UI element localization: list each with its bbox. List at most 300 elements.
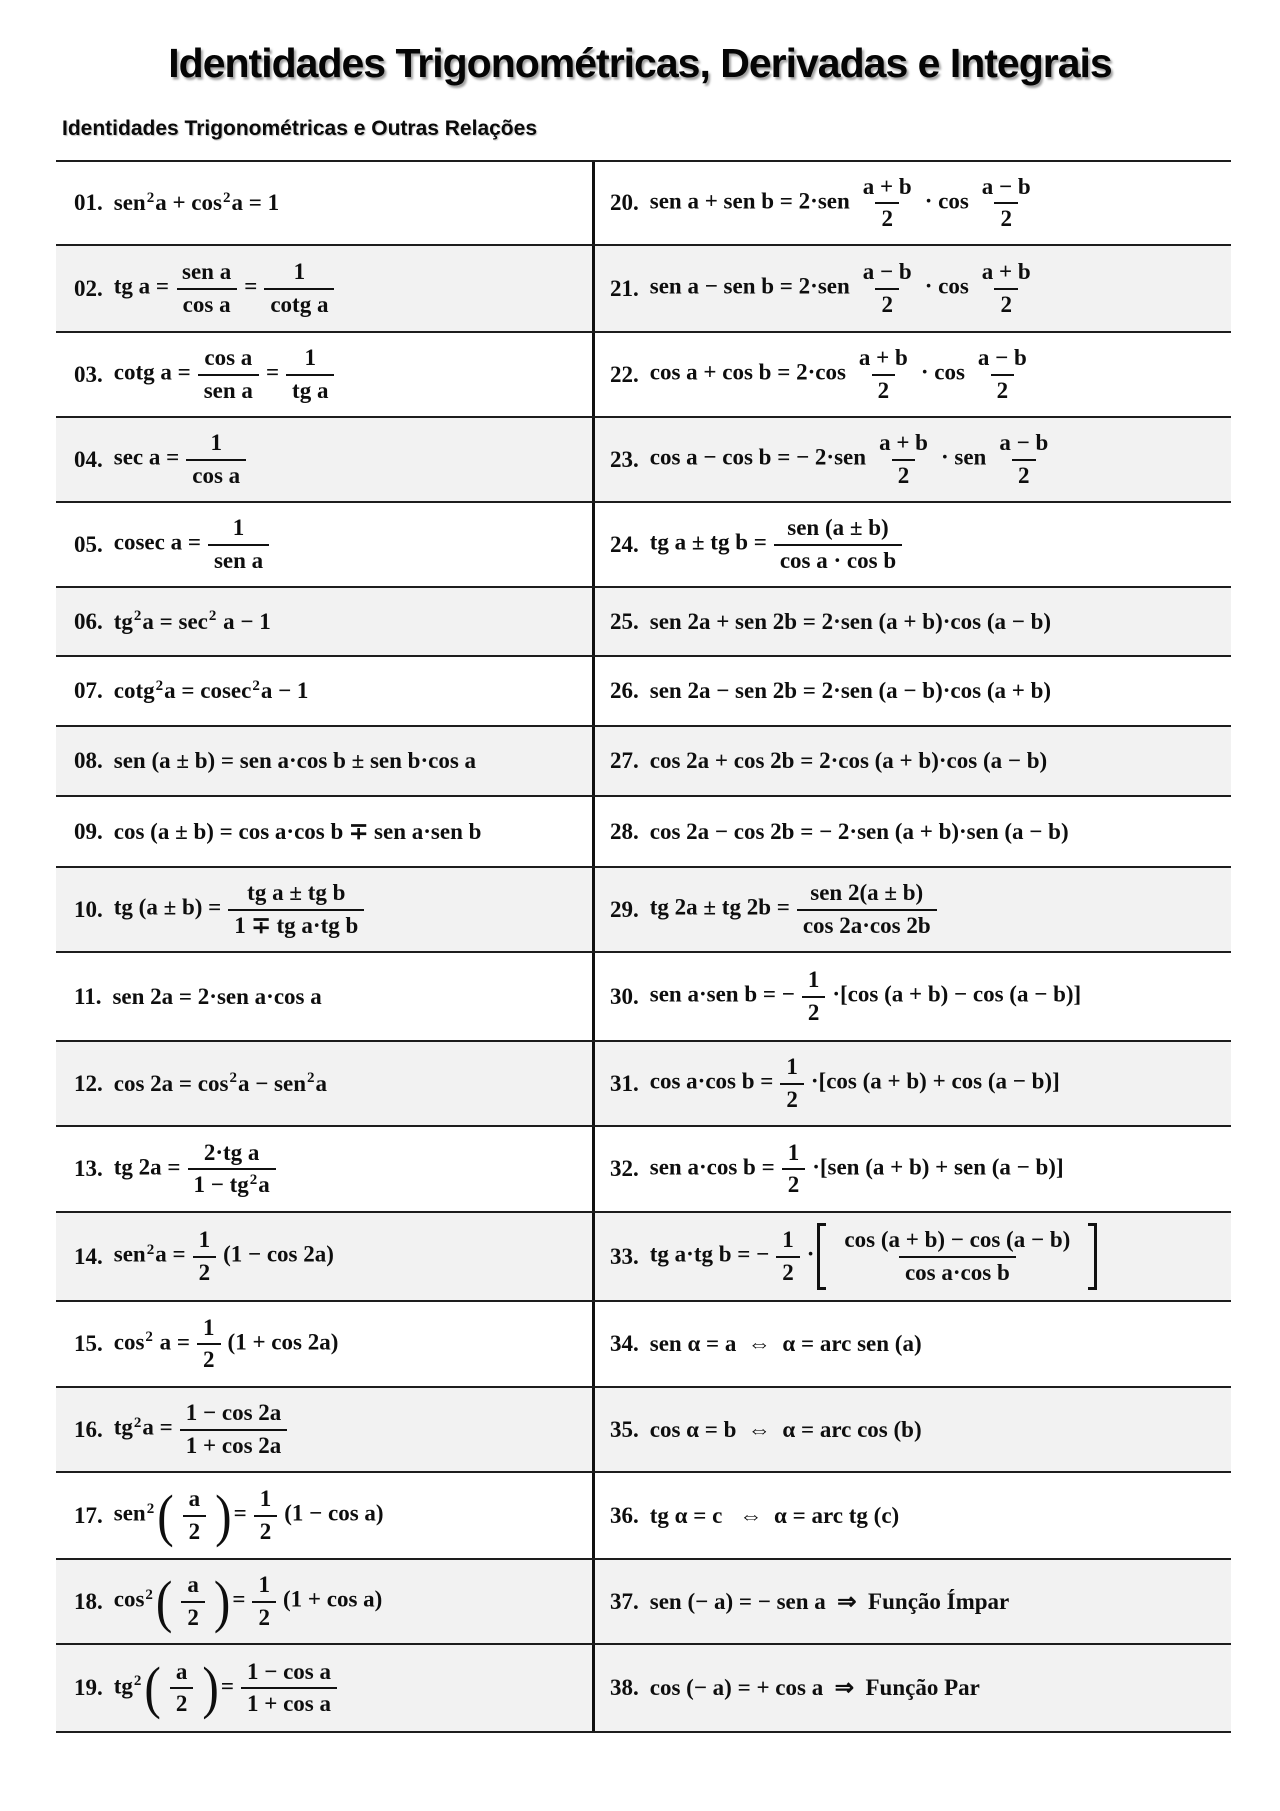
formula bbox=[114, 746, 476, 776]
row-number: 06. bbox=[74, 608, 103, 634]
math-text: tg a·tg b = − bbox=[649, 1241, 770, 1267]
fraction bbox=[228, 878, 364, 940]
math-text: tg 2a ± tg 2b = bbox=[649, 894, 790, 920]
paren-group bbox=[156, 1570, 230, 1632]
math-text: 2 bbox=[897, 462, 910, 488]
row-number: 24. bbox=[610, 531, 639, 557]
identity-cell-right bbox=[592, 1388, 1231, 1471]
row-number: 26. bbox=[610, 678, 639, 703]
fraction-denominator bbox=[193, 1256, 217, 1288]
math-text: a = 1 bbox=[231, 190, 280, 216]
table-row bbox=[56, 1213, 1231, 1302]
math-text: 1 bbox=[807, 967, 820, 993]
fraction-denominator bbox=[776, 1256, 800, 1288]
math-text: · sen bbox=[940, 444, 987, 470]
fraction bbox=[170, 1657, 194, 1719]
row-number: 15. bbox=[74, 1331, 103, 1356]
formula bbox=[650, 1673, 980, 1703]
math-text: ·[cos (a + b) − cos (a − b)] bbox=[832, 981, 1082, 1007]
math-text: a bbox=[258, 1172, 270, 1197]
fraction bbox=[286, 343, 334, 405]
formula bbox=[650, 257, 1044, 319]
superscript: 2 bbox=[146, 1241, 155, 1258]
row-number: 36. bbox=[610, 1502, 639, 1528]
identity-cell-right bbox=[592, 333, 1231, 416]
fraction-denominator bbox=[875, 202, 899, 234]
fraction bbox=[857, 172, 918, 234]
math-text: 2 bbox=[996, 377, 1009, 403]
row-number: 19. bbox=[74, 1675, 103, 1700]
fraction-denominator bbox=[780, 1083, 804, 1115]
math-text: tg a bbox=[292, 377, 329, 403]
math-text: 1 bbox=[293, 259, 306, 285]
fraction-numerator bbox=[299, 343, 323, 373]
fraction-denominator bbox=[188, 1168, 276, 1200]
math-text: sen bbox=[113, 1500, 146, 1526]
table-row bbox=[56, 418, 1231, 503]
row-number: 20. bbox=[610, 190, 639, 215]
row-number: 03. bbox=[74, 361, 103, 387]
row-number: 04. bbox=[74, 446, 103, 472]
fraction bbox=[252, 1570, 276, 1632]
math-text: cos a · cos b bbox=[779, 547, 897, 573]
table-row bbox=[56, 1645, 1231, 1733]
row-number: 21. bbox=[610, 275, 639, 301]
fraction-denominator bbox=[183, 1515, 207, 1547]
row-number: 29. bbox=[610, 896, 639, 922]
fraction bbox=[782, 1138, 806, 1200]
table-row bbox=[56, 1302, 1231, 1388]
close-paren: ) bbox=[215, 1482, 232, 1548]
identity-cell-left bbox=[56, 868, 592, 951]
math-text: 2 bbox=[877, 377, 890, 403]
identity-cell-left bbox=[56, 333, 592, 416]
row-number: 01. bbox=[74, 190, 103, 215]
close-paren: ) bbox=[202, 1655, 219, 1721]
identity-cell-left bbox=[56, 727, 592, 795]
fraction-numerator bbox=[170, 1657, 194, 1687]
row-number: 32. bbox=[610, 1156, 639, 1181]
row-number: 22. bbox=[610, 361, 639, 387]
identity-cell-left bbox=[56, 1645, 592, 1731]
math-text: a + b bbox=[862, 173, 912, 199]
math-text: tg 2a = bbox=[113, 1154, 181, 1180]
fraction-numerator bbox=[972, 343, 1033, 373]
page-title: Identidades Trigonométricas, Derivadas e Integrais bbox=[168, 40, 1112, 86]
math-text: cos a bbox=[192, 462, 241, 488]
fraction-denominator bbox=[170, 1687, 194, 1719]
math-text: 2 bbox=[881, 291, 893, 317]
identity-cell-left bbox=[56, 1560, 592, 1643]
fraction bbox=[976, 257, 1037, 319]
formula bbox=[114, 1313, 339, 1375]
fraction-numerator bbox=[198, 343, 258, 373]
fraction-denominator bbox=[782, 1168, 806, 1200]
row-number: 28. bbox=[610, 818, 639, 844]
fraction-numerator bbox=[776, 1225, 800, 1255]
bracket-group bbox=[817, 1223, 1097, 1289]
fraction-denominator bbox=[797, 909, 937, 941]
fraction bbox=[857, 257, 918, 319]
formula bbox=[114, 817, 482, 847]
fraction-denominator bbox=[254, 1515, 278, 1547]
math-text: sen a·cos b = bbox=[649, 1154, 775, 1180]
superscript: 2 bbox=[133, 1414, 142, 1431]
fraction-denominator bbox=[181, 1601, 205, 1633]
fraction-denominator bbox=[875, 288, 899, 320]
math-text: cosec a = bbox=[113, 529, 201, 555]
fraction bbox=[241, 1657, 337, 1719]
math-text: sen (− a) = − sen a ⇒ Função Ímpar bbox=[649, 1588, 1010, 1614]
row-number: 02. bbox=[74, 275, 103, 301]
formula bbox=[650, 1587, 1010, 1617]
math-text: tg α = c ⇔ α = arc tg (c) bbox=[649, 1502, 900, 1528]
row-number: 09. bbox=[74, 818, 103, 844]
close-bracket bbox=[1088, 1223, 1097, 1289]
fraction-numerator bbox=[780, 1052, 804, 1082]
math-text: 2 bbox=[1000, 291, 1012, 317]
superscript: 2 bbox=[145, 1329, 153, 1346]
math-text: sen (a ± b) = sen a·cos b ± sen b·cos a bbox=[113, 748, 477, 774]
math-text: = bbox=[244, 273, 258, 299]
fraction-denominator bbox=[802, 996, 826, 1028]
paren-group bbox=[157, 1484, 231, 1546]
identity-cell-right bbox=[592, 246, 1231, 331]
paren-content bbox=[163, 1657, 201, 1719]
row-number: 11. bbox=[74, 983, 102, 1009]
math-text: 2 bbox=[188, 1518, 201, 1544]
math-text: = bbox=[220, 1673, 234, 1699]
math-text: 2 bbox=[786, 1086, 798, 1112]
table-row bbox=[56, 727, 1231, 797]
row-number: 08. bbox=[74, 748, 103, 773]
fraction bbox=[198, 343, 259, 405]
math-text: cos 2a = cos bbox=[113, 1070, 229, 1096]
row-number: 10. bbox=[74, 896, 103, 922]
fraction-denominator bbox=[872, 374, 896, 406]
open-paren: ( bbox=[157, 1482, 174, 1548]
table-row bbox=[56, 953, 1231, 1042]
math-text: 1 bbox=[210, 430, 222, 456]
math-text: cos a bbox=[182, 291, 231, 317]
row-number: 34. bbox=[610, 1331, 639, 1356]
math-text: tg a = bbox=[113, 273, 170, 299]
math-text: 1 bbox=[198, 1227, 211, 1253]
math-text: a − b bbox=[977, 345, 1027, 371]
fraction bbox=[181, 1570, 205, 1632]
row-number: 23. bbox=[610, 446, 639, 472]
identity-cell-left bbox=[56, 1127, 592, 1211]
formula bbox=[114, 428, 253, 490]
fraction bbox=[802, 965, 826, 1027]
fraction-numerator bbox=[180, 1398, 288, 1428]
superscript: 2 bbox=[155, 677, 164, 694]
math-text: 2 bbox=[203, 1347, 215, 1372]
fraction bbox=[776, 1225, 800, 1287]
fraction bbox=[873, 428, 934, 490]
row-number: 13. bbox=[74, 1156, 103, 1181]
fraction-denominator bbox=[1012, 459, 1036, 491]
superscript: 2 bbox=[133, 608, 142, 625]
math-text: ·[cos (a + b) + cos (a − b)] bbox=[810, 1068, 1060, 1094]
fraction-denominator bbox=[208, 544, 269, 576]
identity-cell-left bbox=[56, 1213, 592, 1300]
math-text: tg bbox=[113, 1673, 133, 1699]
fraction-denominator bbox=[264, 288, 334, 320]
math-text: sen a bbox=[182, 259, 232, 285]
open-paren: ( bbox=[144, 1655, 161, 1721]
row-number: 05. bbox=[74, 531, 103, 557]
identity-cell-right bbox=[592, 418, 1231, 501]
identity-cell-left bbox=[56, 588, 592, 655]
formula bbox=[650, 676, 1051, 706]
row-number: 27. bbox=[610, 748, 639, 773]
row-number: 25. bbox=[610, 608, 639, 634]
fraction-numerator bbox=[802, 965, 826, 995]
math-text: a − b bbox=[981, 173, 1031, 199]
fraction-numerator bbox=[873, 428, 934, 458]
math-text: sen 2(a ± b) bbox=[810, 880, 924, 906]
math-text: = bbox=[233, 1500, 247, 1526]
math-text: cos bbox=[113, 1586, 145, 1612]
fraction-denominator bbox=[994, 288, 1018, 320]
open-paren: ( bbox=[155, 1568, 173, 1634]
formula bbox=[650, 1329, 922, 1359]
fraction-numerator bbox=[241, 1657, 337, 1687]
math-text: 2 bbox=[782, 1259, 794, 1285]
formula bbox=[650, 607, 1051, 637]
formula bbox=[650, 1052, 1060, 1114]
paren-group bbox=[144, 1657, 218, 1719]
row-number: 38. bbox=[610, 1675, 639, 1700]
formula bbox=[650, 1223, 1098, 1289]
fraction bbox=[193, 1225, 217, 1287]
formula bbox=[650, 343, 1040, 405]
fraction-denominator bbox=[774, 544, 902, 576]
math-text: 2 bbox=[881, 206, 893, 231]
formula bbox=[114, 513, 276, 575]
fraction-denominator bbox=[241, 1687, 337, 1719]
math-text: cotg a = bbox=[113, 359, 191, 385]
superscript: 2 bbox=[146, 189, 155, 206]
fraction-numerator bbox=[781, 513, 894, 543]
fraction-denominator bbox=[228, 909, 364, 941]
formula bbox=[650, 746, 1047, 776]
math-text: · cos bbox=[924, 188, 969, 214]
math-text: 2 bbox=[807, 999, 820, 1025]
fraction-numerator bbox=[197, 1313, 221, 1343]
fraction bbox=[197, 1313, 221, 1375]
fraction bbox=[838, 1225, 1076, 1287]
math-text: a + b bbox=[858, 345, 908, 371]
fraction bbox=[186, 428, 246, 490]
table-row bbox=[56, 588, 1231, 657]
fraction-denominator bbox=[252, 1601, 276, 1633]
fraction-denominator bbox=[180, 1429, 288, 1461]
math-text: cos (a ± b) = cos a·cos b ∓ sen a·sen b bbox=[113, 818, 482, 844]
fraction-numerator bbox=[976, 172, 1037, 202]
table-row bbox=[56, 246, 1231, 333]
fraction bbox=[780, 1052, 804, 1114]
fraction-denominator bbox=[286, 374, 334, 406]
identity-cell-left bbox=[56, 246, 592, 331]
formula bbox=[114, 188, 279, 218]
math-text: cos a·cos b bbox=[904, 1259, 1010, 1285]
table-row bbox=[56, 797, 1231, 868]
table-row bbox=[56, 1042, 1231, 1127]
identities-table bbox=[56, 160, 1231, 1733]
close-paren: ) bbox=[213, 1568, 231, 1634]
identity-cell-right bbox=[592, 162, 1231, 244]
math-text: cos a bbox=[204, 345, 253, 371]
identity-cell-left bbox=[56, 418, 592, 501]
fraction bbox=[264, 257, 334, 319]
formula bbox=[114, 257, 342, 319]
table-row bbox=[56, 657, 1231, 727]
row-number: 31. bbox=[610, 1070, 639, 1096]
fraction bbox=[797, 878, 937, 940]
math-text: cos (− a) = + cos a ⇒ Função Par bbox=[649, 1675, 980, 1701]
fraction bbox=[972, 343, 1033, 405]
fraction-numerator bbox=[853, 343, 914, 373]
formula bbox=[650, 428, 1062, 490]
math-text: sen a bbox=[213, 547, 264, 573]
math-text: cotg bbox=[113, 678, 155, 704]
math-text: a − b bbox=[999, 430, 1049, 456]
math-text: cos a + cos b = 2·cos bbox=[649, 359, 846, 385]
fraction-numerator bbox=[838, 1225, 1076, 1255]
math-text: sen 2a = 2·sen a·cos a bbox=[112, 983, 322, 1009]
superscript: 2 bbox=[208, 608, 217, 625]
formula bbox=[114, 1069, 327, 1099]
superscript: 2 bbox=[133, 1673, 142, 1690]
math-text: = bbox=[232, 1586, 246, 1612]
math-text: 2 bbox=[198, 1259, 211, 1285]
identity-cell-right bbox=[592, 503, 1231, 586]
identity-cell-left bbox=[56, 503, 592, 586]
math-text: sen a − sen b = 2·sen bbox=[649, 273, 850, 299]
paren-content bbox=[174, 1570, 212, 1632]
formula bbox=[114, 1398, 295, 1460]
table-row bbox=[56, 1473, 1231, 1560]
identity-cell-left bbox=[56, 1388, 592, 1471]
math-text: a + cos bbox=[155, 190, 222, 216]
identity-cell-left bbox=[56, 657, 592, 725]
math-text: (1 − cos 2a) bbox=[223, 1241, 334, 1267]
math-text: sen 2a − sen 2b = 2·sen (a − b)·cos (a + b) bbox=[649, 678, 1052, 704]
superscript: 2 bbox=[145, 1586, 153, 1603]
identity-cell-right bbox=[592, 953, 1231, 1040]
math-text: a bbox=[175, 1658, 188, 1684]
open-bracket bbox=[817, 1223, 826, 1289]
row-number: 07. bbox=[74, 678, 103, 703]
fraction bbox=[188, 1138, 276, 1200]
superscript: 2 bbox=[146, 1500, 155, 1517]
math-text: · cos bbox=[924, 273, 969, 299]
math-text: (1 − cos a) bbox=[284, 1500, 384, 1526]
math-text: sen a + sen b = 2·sen bbox=[649, 188, 850, 214]
fraction-denominator bbox=[892, 459, 916, 491]
fraction-numerator bbox=[976, 257, 1037, 287]
math-text: · cos bbox=[920, 359, 965, 385]
fraction-numerator bbox=[176, 257, 237, 287]
formula bbox=[114, 676, 309, 706]
table-row bbox=[56, 868, 1231, 953]
fraction bbox=[183, 1484, 207, 1546]
math-text: cos 2a·cos 2b bbox=[802, 912, 931, 938]
math-text: sen 2a + sen 2b = 2·sen (a + b)·cos (a − b) bbox=[649, 608, 1052, 634]
fraction-denominator bbox=[197, 1343, 221, 1375]
identity-cell-left bbox=[56, 162, 592, 244]
math-text: 1 bbox=[258, 1572, 270, 1598]
formula bbox=[114, 1484, 384, 1546]
table-row bbox=[56, 1560, 1231, 1645]
formula bbox=[650, 1415, 922, 1445]
identity-cell-right bbox=[592, 1560, 1231, 1643]
math-text: 2 bbox=[787, 1172, 800, 1197]
fraction-numerator bbox=[193, 1225, 217, 1255]
math-text: a = bbox=[142, 1414, 173, 1440]
math-text: sen bbox=[113, 190, 146, 216]
fraction bbox=[853, 343, 914, 405]
math-text: tg bbox=[113, 608, 133, 634]
formula bbox=[650, 817, 1069, 847]
formula bbox=[114, 343, 342, 405]
fraction-numerator bbox=[181, 1570, 205, 1600]
math-text: 2 bbox=[187, 1604, 199, 1630]
identity-cell-right bbox=[592, 1645, 1231, 1731]
math-text: 1 bbox=[232, 515, 245, 541]
math-text: 1 − cos a bbox=[246, 1658, 331, 1684]
math-text: cos a·cos b = bbox=[649, 1068, 774, 1094]
math-text: a = bbox=[155, 1241, 186, 1267]
formula bbox=[650, 1501, 899, 1531]
math-text: 1 bbox=[782, 1227, 794, 1253]
row-number: 37. bbox=[610, 1588, 639, 1614]
identity-cell-right bbox=[592, 797, 1231, 866]
fraction bbox=[774, 513, 902, 575]
math-text: 1 bbox=[787, 1139, 800, 1165]
table-row bbox=[56, 1388, 1231, 1473]
math-text: cos α = b ⇔ α = arc cos (b) bbox=[649, 1416, 922, 1442]
row-number: 16. bbox=[74, 1416, 103, 1442]
bracket-content bbox=[831, 1223, 1083, 1289]
math-text: sen α = a ⇔ α = arc sen (a) bbox=[649, 1331, 922, 1357]
math-text: sen bbox=[113, 1241, 146, 1267]
formula bbox=[650, 1138, 1064, 1200]
superscript: 2 bbox=[252, 677, 260, 694]
superscript: 2 bbox=[222, 189, 231, 206]
identity-cell-left bbox=[56, 1302, 592, 1386]
math-text: a = bbox=[153, 1329, 191, 1355]
identity-cell-right bbox=[592, 1213, 1231, 1300]
fraction-numerator bbox=[204, 428, 228, 458]
fraction-numerator bbox=[198, 1138, 266, 1168]
paren-content bbox=[176, 1484, 214, 1546]
identity-cell-left bbox=[56, 797, 592, 866]
fraction-numerator bbox=[183, 1484, 207, 1514]
math-text: cos a − cos b = − 2·sen bbox=[649, 444, 867, 470]
math-text: ·[sen (a + b) + sen (a − b)] bbox=[812, 1154, 1064, 1180]
identity-cell-right bbox=[592, 1302, 1231, 1386]
fraction-denominator bbox=[186, 459, 246, 491]
fraction bbox=[993, 428, 1054, 490]
math-text: 2·tg a bbox=[203, 1139, 260, 1165]
identity-cell-left bbox=[56, 1473, 592, 1558]
row-number: 18. bbox=[74, 1588, 103, 1614]
math-text: 2 bbox=[1000, 206, 1012, 231]
math-text: (1 + cos a) bbox=[282, 1586, 383, 1612]
